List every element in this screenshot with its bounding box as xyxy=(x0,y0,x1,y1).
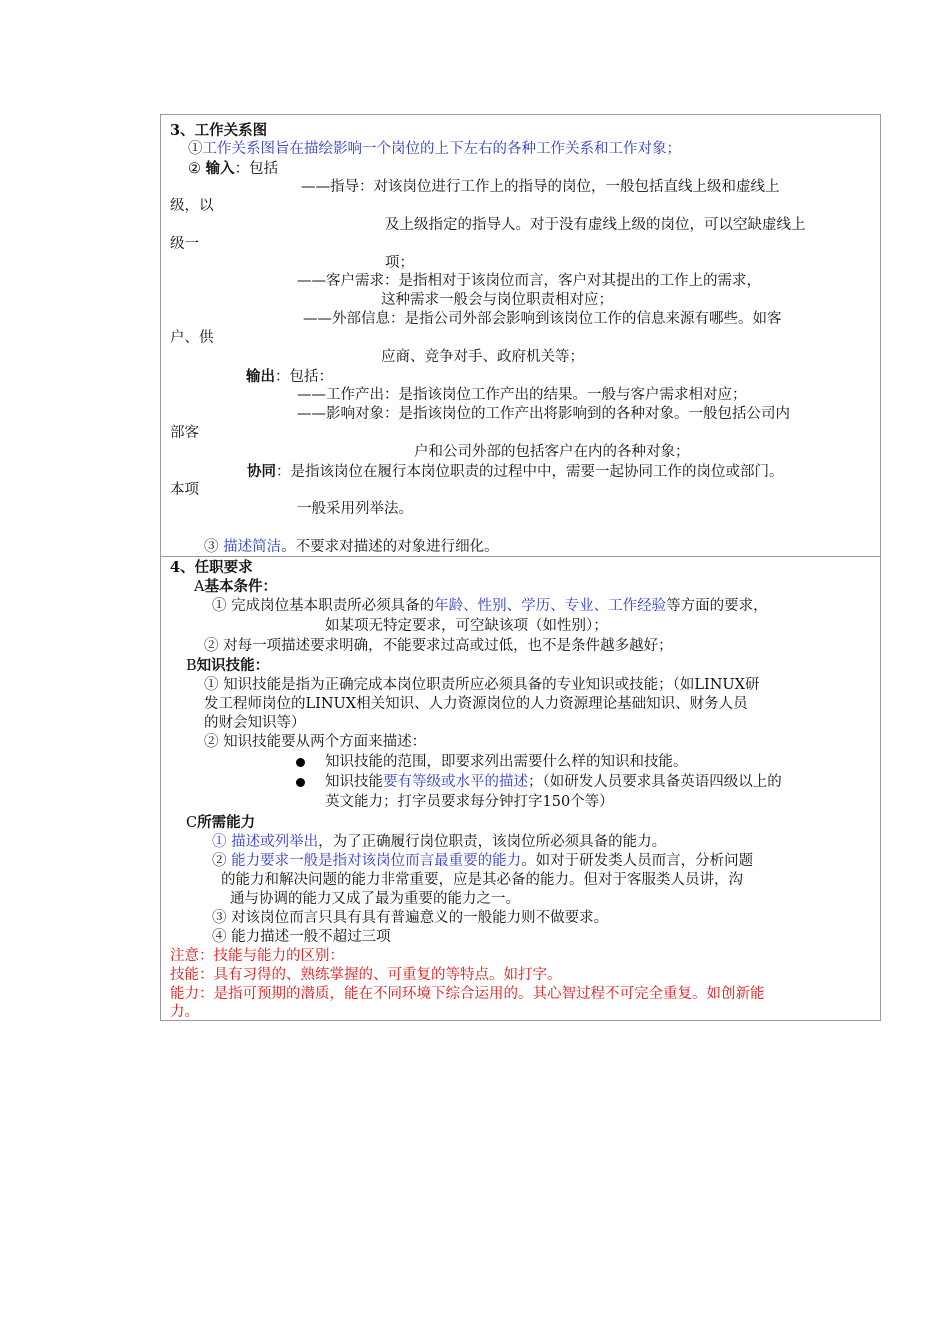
section-4-title: 4、任职要求 xyxy=(170,559,253,576)
s4-c-item-2-cont1: 的能力和解决问题的能力非常重要，应是其必备的能力。但对于客服类人员讲，沟 xyxy=(221,872,743,888)
note-skill: 技能：具有习得的、熟练掌握的、可重复的等特点。如打字。 xyxy=(170,967,562,983)
s4-b-item-1: ① 知识技能是指为正确完成本岗位职责所应必须具备的专业知识或技能；（如LINUX研 xyxy=(204,677,760,693)
s3-line-collab-cont: 一般采用列举法。 xyxy=(297,501,413,517)
s4-a-item-1-cont: 如某项无特定要求，可空缺该项（如性别）； xyxy=(325,618,608,634)
s3-line-input: ② 输入：包括 xyxy=(188,160,279,177)
bullet-dot-icon xyxy=(296,758,305,767)
s3-line-collab: 协同：是指该岗位在履行本岗位职责的过程中中，需要一起协同工作的岗位或部门。 xyxy=(247,463,784,480)
bullet-dot-icon xyxy=(296,778,305,787)
s3-line-external-cont: 应商、竞争对手、政府机关等； xyxy=(381,349,584,365)
s4-b-heading: B知识技能： xyxy=(186,657,270,674)
section-job-requirements xyxy=(161,557,880,1020)
section-3-title: 3、工作关系图 xyxy=(170,122,268,139)
s3-line-impact-cont: 户和公司外部的包括客户在内的各种对象； xyxy=(414,444,690,460)
s3-line-collab-wrap: 本项 xyxy=(170,482,199,498)
s4-c-item-2: ② 能力要求一般是指对该岗位而言最重要的能力。如对于研发类人员而言，分析问题 xyxy=(212,853,754,869)
s4-b-bullet-2: 知识技能要有等级或水平的描述；（如研发人员要求具备英语四级以上的 xyxy=(296,773,782,792)
s4-b-item-1-cont1: 发工程师岗位的LINUX相关知识、人力资源岗位的人力资源理论基础知识、财务人员 xyxy=(204,696,748,712)
s3-line-customer: ——客户需求：是指相对于该岗位而言，客户对其提出的工作上的需求， xyxy=(297,273,761,289)
s4-c-item-4: ④ 能力描述一般不超过三项 xyxy=(212,929,391,945)
s4-b-item-1-cont2: 的财会知识等） xyxy=(204,715,306,731)
s4-a-item-2: ② 对每一项描述要求明确，不能要求过高或过低，也不是条件越多越好； xyxy=(204,638,673,654)
s3-line-guide-wrap2: 级一 xyxy=(170,236,199,252)
s3-line-concise: ③ 描述简洁。不要求对描述的对象进行细化。 xyxy=(204,539,499,555)
s3-line-customer-cont: 这种需求一般会与岗位职责相对应； xyxy=(381,292,613,308)
note-ability: 能力：是指可预期的潜质，能在不同环境下综合运用的。其心智过程不可完全重复。如创新能 xyxy=(170,986,765,1002)
s4-c-item-2-cont2: 通与协调的能力又成了最为重要的能力之一。 xyxy=(230,891,520,907)
s3-line-impact-wrap: 部客 xyxy=(170,425,199,441)
section-work-relations xyxy=(161,115,880,557)
s4-b-bullet-1: 知识技能的范围，即要求列出需要什么样的知识和技能。 xyxy=(296,753,688,772)
s3-line-guide: ——指导：对该岗位进行工作上的指导的岗位，一般包括直线上级和虚线上 xyxy=(301,179,780,195)
s3-line-external-wrap: 户、供 xyxy=(170,330,214,346)
s3-line-impact: ——影响对象：是指该岗位的工作产出将影响到的各种对象。一般包括公司内 xyxy=(297,406,790,422)
s3-line-output: 输出：包括： xyxy=(246,368,333,385)
s4-c-item-1: ① 描述或列举出，为了正确履行岗位职责，该岗位所必须具备的能力。 xyxy=(212,834,667,850)
s4-c-item-3: ③ 对该岗位而言只具有具有普遍意义的一般能力则不做要求。 xyxy=(212,910,609,926)
s3-line-1: ①工作关系图旨在描绘影响一个岗位的上下左右的各种工作关系和工作对象； xyxy=(188,141,681,157)
s4-a-heading: A基本条件： xyxy=(194,578,277,595)
s3-line-work-output: ——工作产出：是指该岗位工作产出的结果。一般与客户需求相对应； xyxy=(297,387,747,403)
s3-line-external: ——外部信息：是指公司外部会影响到该岗位工作的信息来源有哪些。如客 xyxy=(303,311,782,327)
s3-line-guide-wrap: 级，以 xyxy=(170,198,214,214)
note-title: 注意：技能与能力的区别： xyxy=(170,948,344,964)
document-table xyxy=(160,114,881,1021)
s3-line-guide-end: 项； xyxy=(385,255,414,271)
s4-a-item-1: ① 完成岗位基本职责所必须具备的年龄、性别、学历、专业、工作经验等方面的要求， xyxy=(212,598,768,614)
s4-b-item-2: ② 知识技能要从两个方面来描述： xyxy=(204,734,427,750)
s4-b-bullet-2-cont: 英文能力；打字员要求每分钟打字150个等） xyxy=(325,794,614,810)
note-ability-cont: 力。 xyxy=(170,1004,199,1020)
s4-c-heading: C所需能力 xyxy=(186,814,256,831)
s3-line-guide-cont: 及上级指定的指导人。对于没有虚线上级的岗位，可以空缺虚线上 xyxy=(385,217,806,233)
